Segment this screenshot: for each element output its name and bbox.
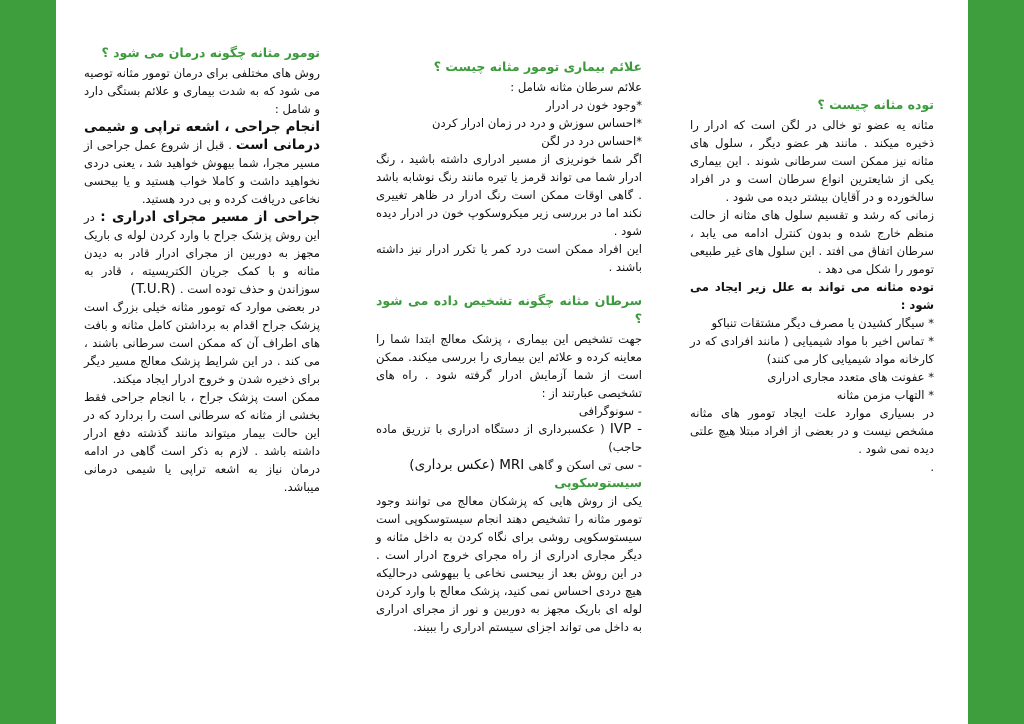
list-item bbox=[376, 420, 642, 456]
paragraph bbox=[84, 118, 320, 208]
column-what-is-bladder-mass bbox=[690, 96, 934, 476]
list-item: * تماس اخیر با مواد شیمیایی ( مانند افرادی که در کارخانه مواد شیمیایی کار می کنند) bbox=[690, 334, 934, 366]
list-item: - سونوگرافی bbox=[578, 404, 642, 418]
list-item bbox=[376, 456, 642, 474]
heading-cystoscopy: سیستوسکوپی bbox=[554, 475, 642, 490]
paragraph: اگر شما خونریزی از مسیر ادراری داشته باشید ، رنگ ادرار شما می تواند قرمز یا تیره مانند رنگ نوشابه باشد . گاهی اوقات ممکن است رنگ ادرار در ظاهر تغییری نکند اما در بررسی زیر میکروسکوپ خون در ادرار دیده شود . bbox=[376, 152, 642, 238]
heading-symptoms: علائم بیماری تومور مثانه چیست ؟ bbox=[433, 59, 642, 74]
heading-diagnosis: سرطان مثانه چگونه تشخیص داده می شود ؟ bbox=[376, 293, 642, 326]
bold-treatments: انجام جراحی ، اشعه تراپی و شیمی درمانی است bbox=[84, 119, 321, 153]
column-symptoms-diagnosis bbox=[376, 58, 642, 636]
ivp-label: - IVP bbox=[609, 421, 642, 437]
right-green-bar bbox=[968, 0, 1024, 724]
ivp-desc: ( عکسبرداری از دستگاه ادراری با تزریق ماده حاجب) bbox=[376, 422, 642, 454]
list-item: * التهاب مزمن مثانه bbox=[836, 388, 934, 402]
paragraph: زمانی که رشد و تقسیم سلول های مثانه از حالت منظم خارج شده و بدون کنترل ادامه می یابد ، سرطان اتفاق می افتد . این سلول های غیر طبیعی تومور را شکل می دهد . bbox=[690, 208, 934, 276]
trailing-dot: . bbox=[930, 460, 934, 474]
paragraph: یکی از روش هایی که پزشکان معالج می توانند وجود تومور مثانه را تشخیص دهند انجام سیستوسکوپی است سیستوسکوپی روشی برای نگاه کردن به داخل مثانه و دیگر مجاری ادراری از راه مجرای خروج ادرار است . در این روش بعد از بیحسی نخاعی یا بیهوشی درحالیکه هیچ دردی احساس نمی کنید، پزشک معالج با وارد کردن لوله ای باریک مجهز به دوربین و نور از مجرای ادراری به داخل می تواند اجزای سیستم ادراری را ببیند. bbox=[376, 494, 642, 634]
paragraph: روش های مختلفی برای درمان تومور مثانه توصیه می شود که به شدت بیماری و علائم بستگی دارد و شامل : bbox=[84, 66, 320, 116]
paragraph: این افراد ممکن است درد کمر یا تکرر ادرار نیز داشته باشند . bbox=[376, 242, 642, 274]
list-item: *احساس سوزش و درد در زمان ادرار کردن bbox=[431, 116, 642, 130]
paragraph: جهت تشخیص این بیماری ، پزشک معالج ابتدا شما را معاینه کرده و علائم این بیماری را بررسی میکند. ممکن است از شما آزمایش ادرار گرفته شود . راه های تشخیصی عبارتند از : bbox=[376, 332, 642, 400]
heading-causes: توده مثانه می تواند به علل زیر ایجاد می شود : bbox=[690, 280, 934, 312]
column-treatment bbox=[84, 44, 320, 496]
paragraph: علائم سرطان مثانه شامل : bbox=[510, 80, 642, 94]
paragraph: مثانه یه عضو تو خالی در لگن است که ادرار را ذخیره میکند . مانند هر عضو دیگر ، سلول های مثانه نیز ممکن است سرطانی شوند . این بیماری یکی از شایعترین انواع سرطان است و در افراد سالخورده و در آقایان بیشتر دیده می شود . bbox=[690, 118, 934, 204]
paragraph-text: . قبل از شروع عمل جراحی از مسیر مجرا، شما بیهوش خواهید شد ، یعنی دردی نخواهید داشت و کاملا خواب هستید و یا بیحسی نخاعی دریافت کرده و بی درد هستید. bbox=[84, 138, 320, 206]
list-item: *وجود خون در ادرار bbox=[545, 98, 642, 112]
list-item: * سیگار کشیدن یا مصرف دیگر مشتقات تنباکو bbox=[711, 316, 934, 330]
list-item: * عفونت های متعدد مجاری ادراری bbox=[767, 370, 934, 384]
ct-label: - سی تی اسکن و گاهی bbox=[528, 458, 642, 472]
paragraph-text: در این روش پزشک جراح با وارد کردن لوله ی باریک مجهز به دوربین از مجرای ادرار قادر به دیدن مثانه و با کمک جریان الکتریسیته ، قادر به سوزاندن و حذف توده است . bbox=[84, 210, 320, 296]
list-item: *احساس درد در لگن bbox=[541, 134, 642, 148]
paragraph: در بسیاری موارد علت ایجاد تومور های مثانه مشخص نیست و در بعضی از افراد مبتلا هیچ علتی دیده نمی شود . bbox=[690, 406, 934, 456]
heading-treatment: تومور مثانه چگونه درمان می شود ؟ bbox=[101, 45, 320, 60]
paragraph: در بعضی موارد که تومور مثانه خیلی بزرگ است پزشک جراح اقدام به برداشتن کامل مثانه و بافت های اطراف آن که ممکن است سرطانی باشند ، می کند . در این شرایط پزشک معالج مسیر دیگر برای ذخیره شدن و خروج ادرار ایجاد میکند. bbox=[84, 300, 320, 386]
left-green-bar bbox=[0, 0, 56, 724]
tur-label: (T.U.R) bbox=[130, 281, 180, 297]
paragraph bbox=[84, 208, 320, 298]
bold-urethral-surgery: جراحی از مسیر مجرای ادراری : bbox=[100, 209, 320, 225]
mri-label: MRI (عکس برداری) bbox=[409, 457, 529, 473]
paragraph: ممکن است پزشک جراح ، با انجام جراحی فقط بخشی از مثانه که سرطانی است را بردارد که در این حالت بیمار میتواند مانند گذشته دفع ادرار داشته باشد . لازم به ذکر است گاهی در ادامه درمان نیاز به اشعه تراپی یا شیمی درمانی میباشد. bbox=[84, 390, 320, 494]
heading-what-is-bladder-mass: توده مثانه چیست ؟ bbox=[817, 97, 934, 112]
